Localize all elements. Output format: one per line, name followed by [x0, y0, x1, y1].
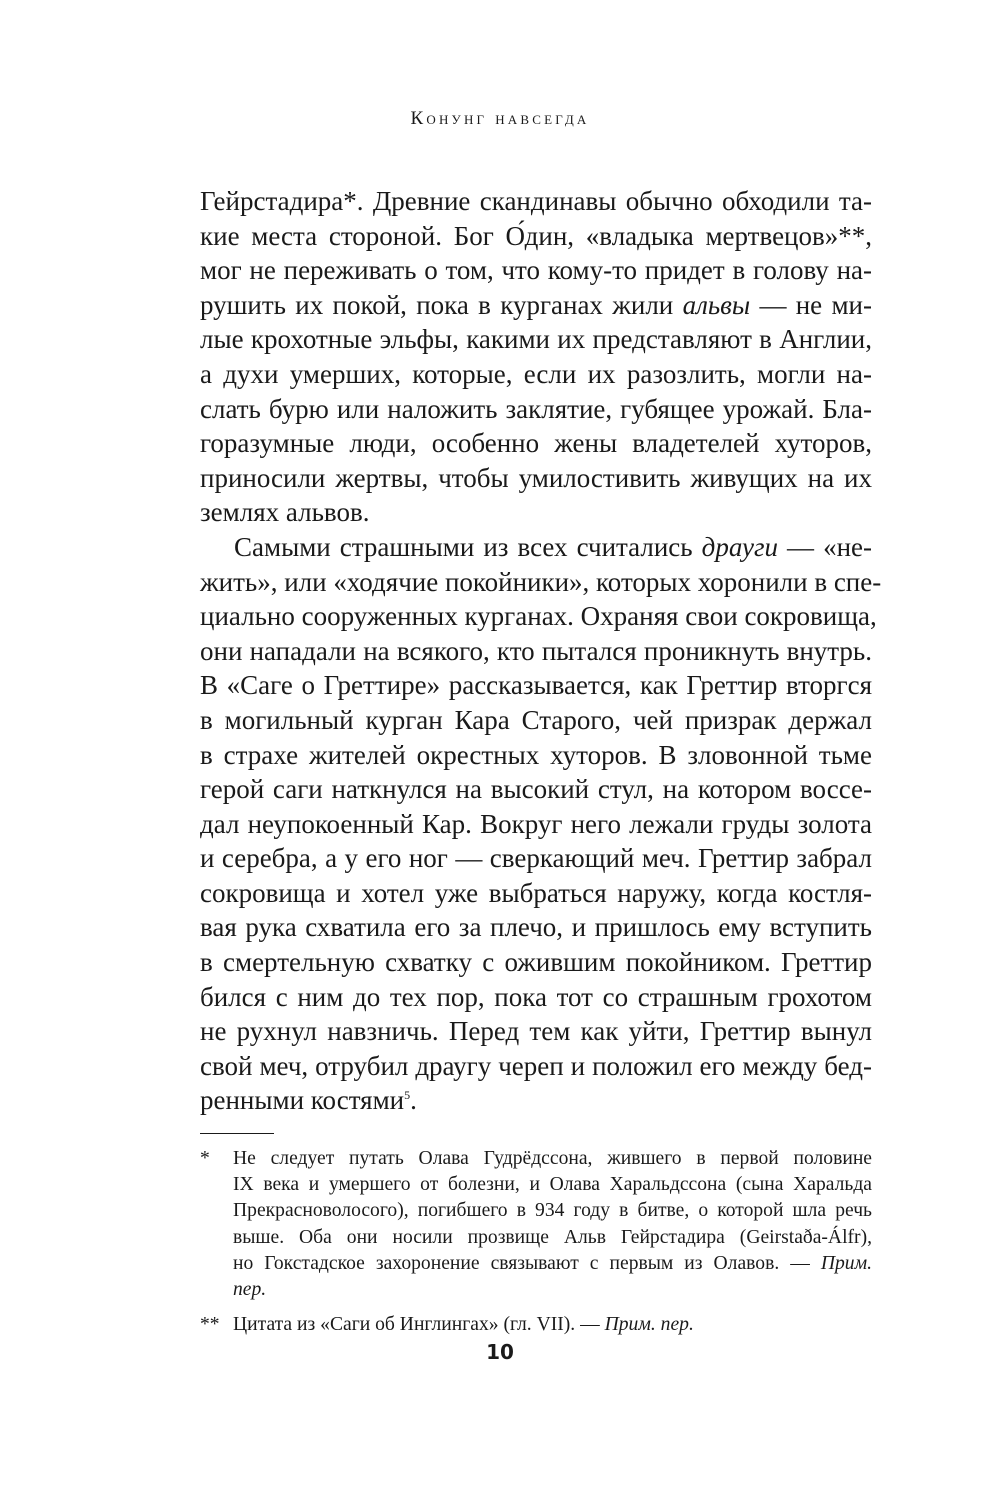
footnote-rule	[200, 1133, 274, 1134]
text-line: кие места стороной. Бог О́дин, «владыка мертвецов»**,	[200, 220, 872, 251]
text-fragment: но Гокстадское захоронение связывают с первым из Олавов. —	[233, 1252, 810, 1274]
paragraph-2	[200, 530, 882, 1118]
text-fragment: — не ми-	[759, 289, 872, 320]
text-fragment: рушить их покой, пока в курганах жили	[200, 289, 674, 320]
text-line: сокровища и хотел уже выбраться наружу, когда костля-	[200, 877, 872, 908]
page-number: 10	[486, 1340, 514, 1364]
footnote-line: IX века и умершего от болезни, и Олава Харальдссона (сына Харальда	[233, 1174, 872, 1196]
text-line: приносили жертвы, чтобы умилостивить живущих на их	[200, 462, 872, 493]
text-line: землях альвов.	[200, 497, 370, 528]
endnote-ref[interactable]: 5	[404, 1088, 411, 1103]
text-line: дал неупокоенный Кар. Вокруг него лежали груды золота	[200, 808, 872, 839]
text-line: свой меч, отрубил драугу череп и положил его между бед-	[200, 1050, 872, 1081]
text-line: не рухнул навзничь. Перед тем как уйти, Греттир вынул	[200, 1016, 872, 1047]
footnote-line	[233, 1251, 872, 1277]
text-fragment: .	[410, 1085, 417, 1116]
text-line: горазумные люди, особенно жены владетелей хуторов,	[200, 428, 872, 459]
footnote-mark: **	[200, 1314, 220, 1336]
footnote-line: Прекрасноволосого), погибшего в 934 году в битве, о которой шла речь	[233, 1200, 872, 1222]
text-line: а духи умерших, которые, если их разозлить, могли на-	[200, 358, 872, 389]
text-line: мог не переживать о том, что кому-то придет в голову на-	[200, 255, 872, 286]
text-line: бился с ним до тех пор, пока тот со страшным грохотом	[200, 981, 872, 1012]
footnote-2	[200, 1312, 872, 1338]
text-line: Гейрстадира*. Древние скандинавы обычно обходили та-	[200, 186, 872, 216]
translator-note: Прим.	[820, 1252, 872, 1274]
italic-term-alvy: альвы	[682, 289, 751, 320]
text-line: слать бурю или наложить заклятие, губящее урожай. Бла-	[200, 393, 872, 424]
text-line	[200, 1083, 872, 1118]
text-fragment: Самыми страшными из всех считались	[234, 531, 693, 562]
text-line: и серебра, а у его ног — сверкающий меч. Греттир забрал	[200, 843, 872, 874]
text-fragment: ренными костями	[200, 1085, 405, 1116]
footnote-line: выше. Оба они носили прозвище Альв Гейрстадира (Geirstaða-Álfr),	[233, 1226, 872, 1248]
text-line	[200, 530, 872, 565]
text-line: герой саги наткнулся на высокий стул, на котором воссе-	[200, 774, 872, 805]
text-line: вая рука схватила его за плечо, и пришлось ему вступить	[200, 912, 872, 943]
body-text	[200, 184, 882, 1118]
running-head: Конунг навсегда	[410, 108, 590, 129]
footnote-text: Цитата из «Саги об Инглингах» (гл. VII). —	[233, 1314, 600, 1336]
text-line: В «Саге о Греттире» рассказывается, как Греттир вторгся	[200, 670, 872, 701]
text-fragment: — «не-	[787, 531, 872, 562]
footnotes	[200, 1146, 872, 1347]
text-line: циально сооруженных курганах. Охраняя свои сокровища,	[200, 601, 877, 632]
text-line	[200, 288, 872, 323]
translator-note: пер.	[233, 1279, 267, 1301]
text-line: в могильный курган Кара Старого, чей призрак держал	[200, 704, 872, 735]
footnote-line: Не следует путать Олава Гудрёдссона, жившего в первой половине	[233, 1148, 872, 1169]
italic-term-draugi: драуги	[701, 531, 778, 562]
text-line: они нападали на всякого, кто пытался проникнуть внутрь.	[200, 635, 872, 666]
footnote-1	[200, 1146, 872, 1303]
text-line: лые крохотные эльфы, какими их представляют в Англии,	[200, 324, 872, 355]
footnote-line	[233, 1277, 872, 1303]
text-line: в страхе жителей окрестных хуторов. В зловонной тьме	[200, 739, 872, 770]
footnote-mark: *	[200, 1148, 210, 1169]
paragraph-1	[200, 184, 872, 530]
text-line: в смертельную схватку с ожившим покойником. Греттир	[200, 947, 872, 978]
text-line: жить», или «ходячие покойники», которых хоронили в спе-	[200, 566, 882, 597]
translator-note: Прим. пер.	[604, 1314, 694, 1336]
